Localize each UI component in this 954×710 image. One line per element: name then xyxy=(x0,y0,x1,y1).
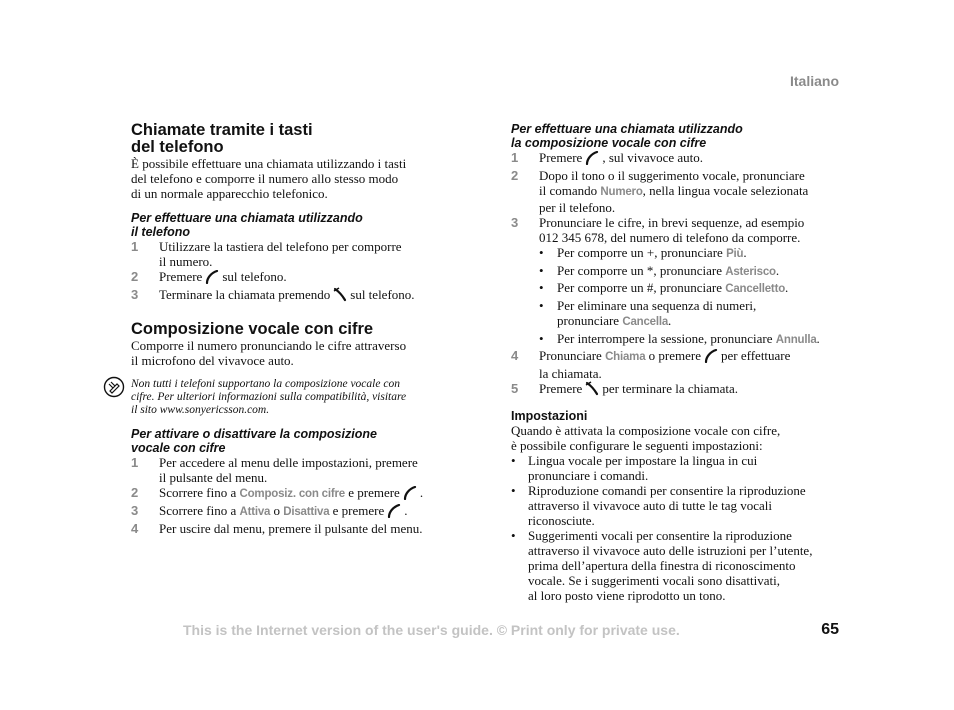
settings-intro: Quando è attivata la composizione vocale con cifre, è possibile configurare le seguenti impostazioni: xyxy=(511,423,781,453)
list-item: • Riproduzione comandi per consentire la riproduzione attraverso il vivavoce auto di tutte le tag vocali riconosciute. xyxy=(511,483,806,528)
list-item: • Per comporre un *, pronunciare Asterisco. xyxy=(539,262,780,278)
call-key-icon xyxy=(704,349,718,366)
list-item: 3 Pronunciare le cifre, in brevi sequenze, ad esempio 012 345 678, del numero di telefono da comporre. xyxy=(511,215,805,245)
keypad-subheading: Per effettuare una chiamata utilizzando il telefono xyxy=(131,211,363,239)
list-item: 1 Per accedere al menu delle impostazioni, premere il pulsante del menu. xyxy=(131,455,418,485)
list-item: 3 Scorrere fino a Attiva o Disattiva e premere . xyxy=(131,503,461,521)
list-item: • Per interrompere la sessione, pronunciare Annulla. xyxy=(539,330,820,346)
list-item: 4 Pronunciare Chiama o premere per effettuare la chiamata. xyxy=(511,348,791,381)
internet-version-notice: This is the Internet version of the user's guide. © Print only for private use. xyxy=(183,622,680,638)
end-call-key-icon xyxy=(585,381,599,399)
call-key-icon xyxy=(205,270,219,287)
voice-toggle-subheading: Per attivare o disattivare la composizione vocale con cifre xyxy=(131,427,377,455)
section-title-keypad-calls: Chiamate tramite i tasti del telefono xyxy=(131,121,313,156)
keypad-steps xyxy=(131,239,461,305)
page-number: 65 xyxy=(821,621,839,638)
menu-item-label: Attiva xyxy=(239,506,271,518)
menu-item-label: Chiama xyxy=(605,351,646,363)
list-item: 2 Dopo il tono o il suggerimento vocale, pronunciare il comando Numero, nella lingua vocale selezionata per il telefono. xyxy=(511,168,809,215)
end-call-key-icon xyxy=(333,287,347,305)
menu-item-label: Disattiva xyxy=(283,506,330,518)
menu-item-label: Cancella xyxy=(622,316,669,328)
list-item: 1 Premere , sul vivavoce auto. xyxy=(511,150,846,168)
list-item: • Per comporre un #, pronunciare Cancelletto. xyxy=(539,280,789,295)
list-item: • Per eliminare una sequenza di numeri, pronunciare Cancella. xyxy=(539,297,757,328)
settings-heading: Impostazioni xyxy=(511,409,588,423)
voice-toggle-steps xyxy=(131,455,461,536)
keypad-intro: È possibile effettuare una chiamata utilizzando i tasti del telefono e comporre il numero allo stesso modo di un normale apparecchio telefonico. xyxy=(131,156,407,201)
voice-call-subheading: Per effettuare una chiamata utilizzando la composizione vocale con cifre xyxy=(511,122,743,150)
call-key-icon xyxy=(585,151,599,168)
voice-call-steps xyxy=(511,150,846,399)
list-item: 2 Premere sul telefono. xyxy=(131,269,461,287)
menu-item-label: Annulla xyxy=(775,333,817,346)
note-icon xyxy=(103,376,125,403)
list-item: 2 Scorrere fino a Composiz. con cifre e premere . xyxy=(131,485,461,503)
voice-dialing-intro: Comporre il numero pronunciando le cifre attraverso il microfono del vivavoce auto. xyxy=(131,338,407,368)
menu-item-label: Asterisco xyxy=(725,265,776,278)
menu-item-label: Più xyxy=(726,248,744,260)
list-item: • Suggerimenti vocali per consentire la riproduzione attraverso il vivavoce auto delle istruzioni per l’utente, prima dell’apertura della finestra di riconoscimento vocale. Se i suggerimenti vocali sono disattivati, al loro posto viene riprodotto un tono. xyxy=(511,528,813,603)
left-column xyxy=(131,122,461,536)
right-column xyxy=(511,122,846,603)
menu-item-label: Composiz. con cifre xyxy=(239,488,345,500)
list-item: • Per comporre un +, pronunciare Più. xyxy=(539,245,747,260)
list-item: 3 Terminare la chiamata premendo sul telefono. xyxy=(131,287,461,305)
list-item: • Lingua vocale per impostare la lingua in cui pronunciare i comandi. xyxy=(511,453,758,483)
section-title-voice-dialing: Composizione vocale con cifre xyxy=(131,320,374,338)
list-item: 4 Per uscire dal menu, premere il pulsante del menu. xyxy=(131,521,423,536)
menu-item-label: Cancelletto xyxy=(725,283,786,295)
call-key-icon xyxy=(387,504,401,521)
compatibility-note: Non tutti i telefoni supportano la composizione vocale con cifre. Per ulteriori informazioni sulla compatibilità, visitare il sito www.sonyericsson.com. xyxy=(131,378,461,417)
list-item: 1 Utilizzare la tastiera del telefono per comporre il numero. xyxy=(131,239,402,269)
call-key-icon xyxy=(403,486,417,503)
language-label: Italiano xyxy=(789,73,839,89)
menu-item-label: Numero xyxy=(600,186,643,198)
list-item: 5 Premere per terminare la chiamata. xyxy=(511,381,846,399)
